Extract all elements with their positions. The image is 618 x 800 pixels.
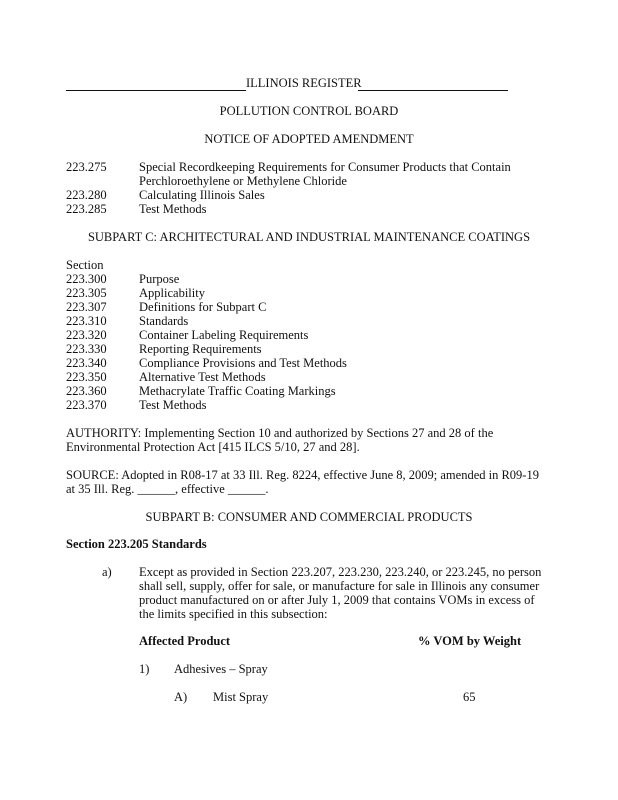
- subitem-label: A): [174, 690, 188, 704]
- table-header-vom: % VOM by Weight: [418, 634, 522, 648]
- subpart-c-heading: SUBPART C: ARCHITECTURAL AND INDUSTRIAL MAINTENANCE COATINGS: [87, 230, 531, 244]
- toc-title: Applicability: [139, 286, 205, 300]
- toc-title-continued: Perchloroethylene or Methylene Chloride: [139, 174, 347, 188]
- toc-title: Calculating Illinois Sales: [139, 188, 265, 202]
- authority-note: AUTHORITY: Implementing Section 10 and authorized by Sections 27 and 28 of the: [66, 426, 494, 440]
- subitem-text: Mist Spray: [213, 690, 269, 704]
- toc-title: Alternative Test Methods: [139, 370, 266, 384]
- authority-note-continued: Environmental Protection Act [415 ILCS 5/10, 27 and 28].: [66, 440, 360, 454]
- paragraph-text: the limits specified in this subsection:: [139, 607, 328, 621]
- toc-number: 223.275: [66, 160, 107, 174]
- source-note: SOURCE: Adopted in R08-17 at 33 Ill. Reg. 8224, effective June 8, 2009; amended in R09-19: [66, 468, 539, 482]
- toc-title: Reporting Requirements: [139, 342, 262, 356]
- toc-number: 223.360: [66, 384, 107, 398]
- toc-title: Special Recordkeeping Requirements for Consumer Products that Contain: [139, 160, 511, 174]
- toc-number: 223.350: [66, 370, 107, 384]
- toc-number: 223.300: [66, 272, 107, 286]
- header-rule-right: [358, 90, 508, 91]
- subpart-b-heading: SUBPART B: CONSUMER AND COMMERCIAL PRODUCTS: [145, 510, 473, 524]
- toc-number: 223.330: [66, 342, 107, 356]
- toc-number: 223.370: [66, 398, 107, 412]
- source-note-continued: at 35 Ill. Reg. ______, effective ______.: [66, 482, 269, 496]
- toc-title: Purpose: [139, 272, 180, 286]
- paragraph-text: Except as provided in Section 223.207, 223.230, 223.240, or 223.245, no person: [139, 565, 542, 579]
- toc-title: Definitions for Subpart C: [139, 300, 267, 314]
- toc-number: 223.320: [66, 328, 107, 342]
- board-title: POLLUTION CONTROL BOARD: [219, 104, 399, 118]
- toc-title: Test Methods: [139, 202, 207, 216]
- toc-number: 223.285: [66, 202, 107, 216]
- toc-number: 223.310: [66, 314, 107, 328]
- toc-number: 223.307: [66, 300, 107, 314]
- header-rule-left: [66, 90, 246, 91]
- toc-title: Methacrylate Traffic Coating Markings: [139, 384, 336, 398]
- toc-number: 223.340: [66, 356, 107, 370]
- table-header-product: Affected Product: [139, 634, 231, 648]
- section-label: Section: [66, 258, 104, 272]
- toc-number: 223.305: [66, 286, 107, 300]
- toc-title: Compliance Provisions and Test Methods: [139, 356, 347, 370]
- paragraph-text: product manufactured on or after July 1, 2009 that contains VOMs in excess of: [139, 593, 535, 607]
- toc-title: Container Labeling Requirements: [139, 328, 309, 342]
- paragraph-text: shall sell, supply, offer for sale, or manufacture for sale in Illinois any consumer: [139, 579, 540, 593]
- toc-title: Standards: [139, 314, 189, 328]
- notice-title: NOTICE OF ADOPTED AMENDMENT: [204, 132, 414, 146]
- register-title: ILLINOIS REGISTER: [246, 76, 362, 90]
- toc-title: Test Methods: [139, 398, 207, 412]
- section-heading: Section 223.205 Standards: [66, 537, 207, 551]
- paragraph-label: a): [102, 565, 112, 579]
- item-label: 1): [139, 662, 150, 676]
- item-text: Adhesives – Spray: [174, 662, 268, 676]
- toc-number: 223.280: [66, 188, 107, 202]
- subitem-value: 65: [463, 690, 476, 704]
